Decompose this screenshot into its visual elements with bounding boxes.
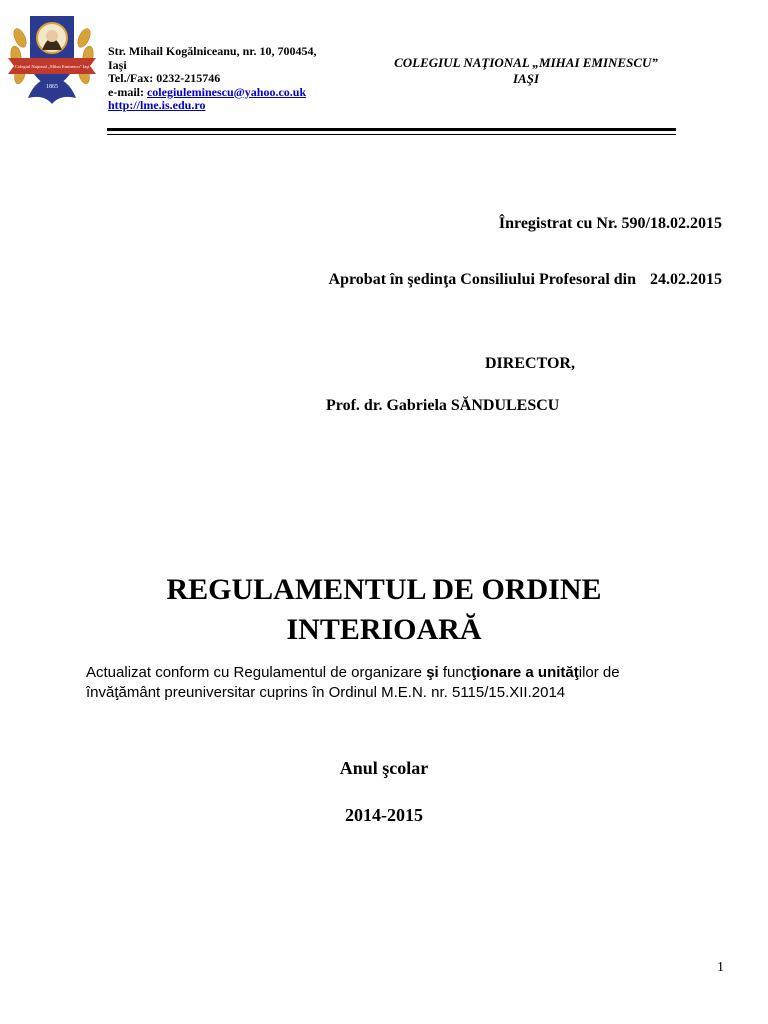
title-line-2: INTERIOARĂ	[286, 613, 482, 646]
school-name-block	[360, 55, 692, 87]
logo-year: 1865	[46, 84, 58, 90]
director-name: Prof. dr. Gabriela SĂNDULESCU	[326, 397, 560, 414]
desc-part-6: ăţ	[565, 664, 579, 681]
contact-block	[108, 45, 348, 113]
desc-part-2: şi	[426, 664, 439, 681]
desc-part-1: Actualizat conform cu Regulamentul de organizare	[86, 664, 427, 681]
school-name: COLEGIUL NAŢIONAL „MIHAI EMINESCU”	[394, 55, 658, 70]
city: Iaşi	[108, 57, 127, 72]
address: Str. Mihail Kogălniceanu, nr. 10, 700454,	[108, 44, 317, 58]
desc-part-7: ilor de	[578, 664, 620, 681]
page-number: 1	[717, 960, 724, 975]
header-rule-thin	[107, 134, 676, 135]
header-rule-thick	[107, 128, 676, 131]
school-year-label: Anul şcolar	[339, 758, 429, 778]
director-title: DIRECTOR,	[485, 355, 575, 372]
email-link[interactable]: colegiuleminescu@yahoo.co.uk	[146, 84, 307, 99]
email-label: e-mail:	[108, 84, 147, 99]
description-line-2: învăţământ preuniversitar cuprins în Ordinul M.E.N. nr. 5115/15.XII.2014	[86, 684, 566, 701]
approval-line	[220, 271, 722, 289]
document-title	[60, 570, 708, 650]
telfax: Tel./Fax: 0232-215746	[108, 71, 221, 85]
school-year-value: 2014-2015	[345, 805, 423, 825]
desc-part-5: ionare a unit	[476, 664, 566, 681]
email-line	[108, 86, 348, 100]
approval-date: 24.02.2015	[650, 271, 722, 288]
desc-part-4: ţ	[471, 664, 477, 681]
school-logo	[6, 8, 98, 112]
document-description	[86, 663, 726, 703]
desc-part-3: func	[438, 664, 472, 681]
logo-ribbon-text: Colegiul Naţional „Mihai Eminescu” Iaşi	[14, 64, 90, 69]
approval-text: Aprobat în şedinţa Consiliului Profesoral din	[328, 271, 636, 288]
registration-number: Înregistrat cu Nr. 590/18.02.2015	[498, 215, 722, 232]
description-line-1	[86, 663, 726, 683]
title-line-1: REGULAMENTUL DE ORDINE	[166, 573, 602, 606]
website-link[interactable]: http://lme.is.edu.ro	[108, 98, 206, 112]
school-city: IAŞI	[512, 71, 540, 86]
